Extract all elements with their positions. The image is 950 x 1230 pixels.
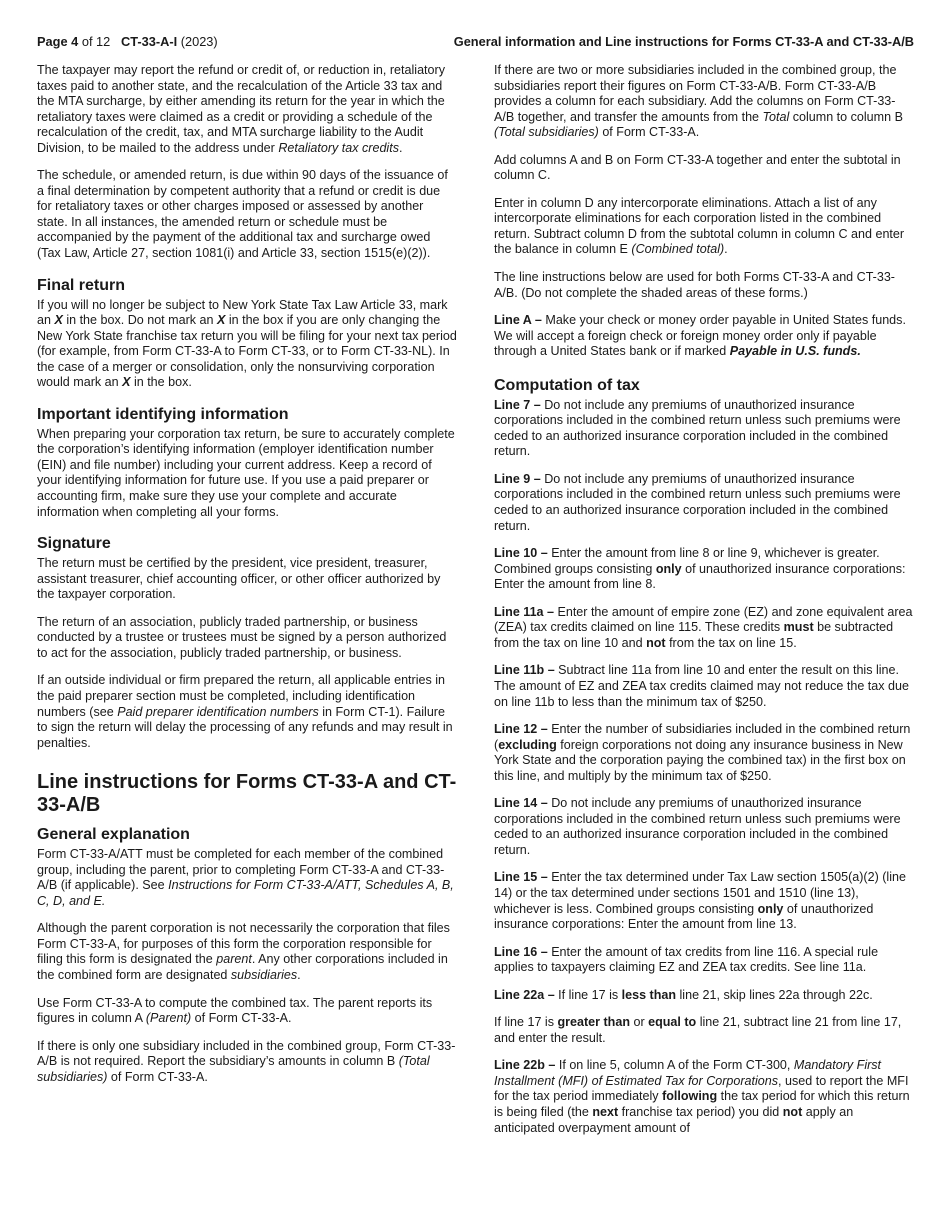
line-7-instruction: Line 7 – Do not include any premiums of unauthorized insurance corporations included in the combined return unless such premiums were ceded to an authorized insurance corporation included in the combined return. [494, 397, 901, 459]
line-a-instruction: Line A – Make your check or money order payable in United States funds. We will accept a foreign check or foreign money order only if payable through a United States bank or if marked Payable in U.S. funds. [494, 313, 906, 359]
paragraph: Use Form CT-33-A to compute the combined tax. The parent reports its figures in column A (Parent) of Form CT-33-A. [37, 995, 433, 1026]
paragraph: The taxpayer may report the refund or credit of, or reduction in, retaliatory taxes paid to another state, and the recalculation of the Article 33 tax and the MTA surcharge, by either amending its return for the year in which the retaliatory taxes were claimed as a credit or providing a schedule of the recalculation of the credit, tax, and MTA surcharge liability to the Audit Division, to be mailed to the address under Retaliatory tax credits. [37, 63, 445, 155]
paragraph: Add columns A and B on Form CT-33-A together and enter the subtotal in column C. [494, 152, 901, 183]
paragraph: When preparing your corporation tax return, be sure to accurately complete the corporation’s identifying information (employer identification number (EIN) and file number) including your current address. Keep a record of your identifying information for future use. If you use a paid preparer or accounting firm, make sure they use your complete and accurate information when completing all your forms. [37, 426, 455, 519]
page-of: of 12 [78, 34, 111, 49]
paragraph: If you will no longer be subject to New York State Tax Law Article 33, mark an X in the box. Do not mark an X in the box if you are only changing the New York State franchise tax return you will be filing for your next tax period (for example, from Form CT-33-A to Form CT-33, or to Form CT-33-NL). In the case of a merger or consolidation, only the nonsurviving corporation would mark an X in the box. [37, 297, 457, 390]
paragraph: Although the parent corporation is not necessarily the corporation that files Form CT-33-A, for purposes of this form the corporation responsible for filing this form is designated the parent. Any other corporations included in the combined form are designated subsidiaries. [37, 921, 450, 982]
paragraph: If there is only one subsidiary included in the combined group, Form CT-33-A/B is not required. Report the subsidiary’s amounts in column B (Total subsidiaries) of Form CT-33-A. [37, 1038, 456, 1084]
line-22b-instruction: Line 22b – If on line 5, column A of the Form CT-300, Mandatory First Installment (MFI) of Estimated Tax for Corporations, used to report the MFI for the tax period immediately following the tax period for which this return is being filed (the next franchise tax period) you did not apply an anticipated overpayment amount of [494, 1058, 910, 1135]
heading-signature: Signature [37, 535, 111, 553]
paragraph: The return of an association, publicly traded partnership, or business conducted by a trustee or trustees must be signed by a person authorized to act for the association, publicly traded partnership, or business. [37, 614, 447, 660]
right-column [494, 63, 914, 1148]
line-15-instruction: Line 15 – Enter the tax determined under Tax Law section 1505(a)(2) (line 14) or the tax determined under sections 1501 and 1510 (line 13), whichever is less. Combined groups consisting only of unauthorized insurance corporations: Enter the amount from line 13. [494, 870, 906, 932]
heading-computation-of-tax: Computation of tax [494, 376, 640, 394]
form-year: (2023) [177, 34, 218, 49]
paragraph: The schedule, or amended return, is due within 90 days of the issuance of a final determination by competent authority that a refund or credit is due for retaliatory taxes or other charges imposed or assessed by another state. In all instances, the amended return or schedule must be accompanied by the payment of the additional tax and surcharge owed (Tax Law, Article 27, section 1081(i) and Article 33, section 1515(e)(2)). [37, 168, 448, 261]
paragraph: If line 17 is greater than or equal to line 21, subtract line 21 from line 17, and enter the result. [494, 1015, 902, 1045]
paragraph: Enter in column D any intercorporate eliminations. Attach a list of any intercorporate eliminations for each corporation listed in the combined return. Subtract column D from the subtotal column in column C and enter the balance in column E (Combined total). [494, 195, 905, 257]
page-number [37, 34, 218, 50]
line-16-instruction: Line 16 – Enter the amount of tax credits from line 116. A special rule applies to taxpayers claiming EZ and ZEA tax credits. See line 11a. [494, 944, 879, 975]
line-9-instruction: Line 9 – Do not include any premiums of unauthorized insurance corporations included in the combined return unless such premiums were ceded to an authorized insurance corporation included in the combined return. [494, 471, 901, 533]
heading-final-return: Final return [37, 276, 126, 294]
page-header [37, 34, 914, 54]
paragraph: If there are two or more subsidiaries included in the combined group, the subsidiaries report their figures on Form CT-33-A/B. Form CT-33-A/B provides a column for each subsidiary. Add the columns on Form CT-33-A/B together, and transfer the amounts from the Total column to column B (Total subsidiaries) of Form CT-33-A. [494, 63, 903, 140]
line-12-instruction: Line 12 – Enter the number of subsidiaries included in the combined return (excluding foreign corporations not doing any insurance business in New York State and the corporation paying the combined tax) in the first box on this line, and multiply by the minimum tax of $250. [494, 722, 911, 783]
paragraph: The line instructions below are used for both Forms CT-33-A and CT-33-A/B. (Do not complete the shaded areas of these forms.) [494, 270, 895, 300]
heading-general-explanation: General explanation [37, 826, 190, 844]
paragraph: The return must be certified by the president, vice president, treasurer, assistant treasurer, chief accounting officer, or other officer authorized by the taxpayer corporation. [37, 556, 441, 602]
page-label: Page 4 [37, 34, 79, 49]
heading-line-instructions: Line instructions for Forms CT-33-A and CT-33-A/B [37, 771, 457, 817]
heading-identifying-info: Important identifying information [37, 405, 289, 423]
line-10-instruction: Line 10 – Enter the amount from line 8 or line 9, whichever is greater. Combined groups consisting only of unauthorized insurance corporations: Enter the amount from line 8. [494, 546, 906, 592]
line-11b-instruction: Line 11b – Subtract line 11a from line 10 and enter the result on this line. The amount of EZ and ZEA tax credits claimed may not reduce the tax due on line 11b to less than the minimum tax of $250. [494, 663, 909, 709]
left-column [37, 63, 457, 1148]
paragraph: Form CT-33-A/ATT must be completed for each member of the combined group, including the parent, prior to completing Form CT-33-A and CT-33-A/B (if applicable). See Instructions for Form CT-33-A/ATT, Schedules A, B, C, D, and E. [37, 847, 454, 908]
header-title: General information and Line instructions for Forms CT-33-A and CT-33-A/B [453, 34, 914, 49]
line-14-instruction: Line 14 – Do not include any premiums of unauthorized insurance corporations included in the combined return unless such premiums were ceded to an authorized insurance corporation included in the combined return. [494, 796, 901, 857]
form-id: CT-33-A-I [120, 34, 178, 49]
line-22a-instruction: Line 22a – If line 17 is less than line 21, skip lines 22a through 22c. [494, 987, 873, 1002]
paragraph: If an outside individual or firm prepared the return, all applicable entries in the paid preparer section must be completed, including identification numbers (see Paid preparer identification numbers in Form CT-1). Failure to sign the return will delay the processing of any refunds and may result in penalties. [37, 673, 453, 750]
line-11a-instruction: Line 11a – Enter the amount of empire zone (EZ) and zone equivalent area (ZEA) tax credits claimed on line 115. These credits must be subtracted from the tax on line 10 and not from the tax on line 15. [494, 604, 913, 650]
